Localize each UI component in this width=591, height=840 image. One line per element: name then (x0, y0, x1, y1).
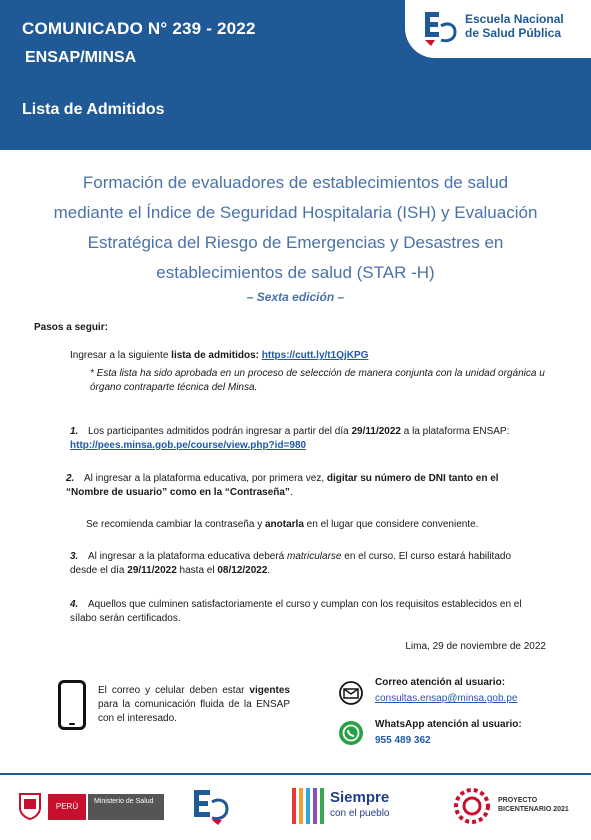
step-3-start-date: 29/11/2022 (127, 565, 177, 576)
whatsapp-number: 955 489 362 (375, 735, 431, 746)
step-3 (70, 550, 540, 578)
step-3-text-b: en el curso. El curso estará habilitado desde el día (70, 551, 512, 576)
siempre-text: Siempre (330, 789, 390, 806)
ensap-logo-icon (419, 8, 457, 48)
ensap-logo (405, 0, 591, 58)
step-3-number: 3. (70, 551, 79, 562)
step-2 (66, 472, 536, 500)
contact-note-b: para la comunicación fluida de la ENSAP con el interesado. (98, 699, 290, 724)
step-3-text-c: hasta el (176, 565, 218, 576)
step-4 (70, 598, 540, 626)
recom-text-b: en el lugar que considere conveniente. (303, 519, 479, 530)
email-icon (338, 680, 364, 706)
step-1-number: 1. (70, 426, 79, 437)
admitted-list-prefix: Ingresar a la siguiente (70, 350, 172, 361)
title-line-2: mediante el Índice de Seguridad Hospitalaria (ISH) y Evaluación (53, 203, 538, 222)
logo-line-2: de Salud Pública (465, 26, 562, 40)
title-line-4: establecimientos de salud (STAR -H) (156, 263, 435, 282)
bicentenario-text (498, 796, 569, 814)
admitted-list-bold: lista de admitidos: (171, 350, 259, 361)
email-title: Correo atención al usuario: (375, 677, 506, 688)
siempre-con-el-pueblo-logo (290, 784, 400, 828)
title-line-3: Estratégica del Riesgo de Emergencias y Desastres en (87, 233, 504, 252)
step-2-bold: digitar su número de DNI tanto en el “Nombre de usuario” como en la “Contraseña” (66, 473, 499, 498)
organization-name: ENSAP/MINSA (25, 49, 137, 66)
course-title (20, 168, 571, 288)
step-2-number: 2. (66, 473, 75, 484)
step-2-text-a: Al ingresar a la plataforma educativa, por primera vez, (84, 473, 327, 484)
contact-note-a: El correo y celular deben estar (98, 685, 250, 696)
recom-text-a: Se recomienda cambiar la contraseña y (86, 519, 265, 530)
bicentenario-line-1: PROYECTO (498, 797, 538, 804)
title-line-1: Formación de evaluadores de establecimientos de salud (82, 173, 509, 192)
step-1 (70, 425, 540, 453)
bicentenario-logo (452, 784, 582, 828)
bicentenario-line-2: BICENTENARIO 2021 (498, 806, 569, 813)
step-1-text-b: a la plataforma ENSAP: (400, 426, 510, 437)
steps-heading: Pasos a seguir: (34, 322, 108, 333)
minsa-logo (18, 790, 164, 822)
whatsapp-icon (338, 720, 364, 746)
approval-note: * Esta lista ha sido aprobada en un proceso de selección de manera conjunta con la unidad orgánica u órgano contraparte técnica del Minsa. (90, 368, 545, 393)
contact-note-bold: vigentes (249, 685, 290, 696)
mobile-phone-icon (58, 680, 86, 730)
ensap-logo-text (465, 12, 564, 40)
section-title: Lista de Admitidos (22, 101, 165, 118)
comunicado-number: COMUNICADO N° 239 - 2022 (22, 19, 256, 38)
step-2-end: . (289, 487, 293, 498)
ministerio-label: Ministerio de Salud (88, 794, 164, 820)
password-recommendation (86, 518, 546, 532)
step-3-text-a: Al ingresar a la plataforma educativa deberá (88, 551, 288, 562)
bicentenario-emblem-icon (452, 784, 492, 828)
email-link[interactable]: consultas.ensap@minsa.gob.pe (375, 693, 518, 704)
admitted-list-line (70, 349, 368, 363)
document-date: Lima, 29 de noviembre de 2022 (405, 641, 546, 652)
logo-line-1: Escuela Nacional (465, 12, 564, 26)
admitted-list-link[interactable]: https://cutt.ly/t1QjKPG (261, 350, 369, 361)
edition-label: – Sexta edición – (246, 290, 345, 304)
siempre-subtext: con el pueblo (330, 808, 390, 819)
peru-shield-icon (18, 792, 42, 820)
recom-bold: anotarla (264, 519, 304, 530)
step-3-end: . (267, 565, 271, 576)
whatsapp-title: WhatsApp atención al usuario: (375, 719, 522, 730)
siempre-stripes-icon (290, 784, 326, 828)
step-4-number: 4. (70, 599, 79, 610)
peru-label: PERÚ (48, 794, 86, 820)
step-3-end-date: 08/12/2022 (217, 565, 268, 576)
contact-note (98, 684, 290, 726)
step-1-text-a: Los participantes admitidos podrán ingresar a partir del día (88, 426, 352, 437)
platform-link[interactable]: http://pees.minsa.gob.pe/course/view.php?id=980 (70, 440, 307, 451)
step-3-italic: matricularse (287, 551, 342, 562)
step-4-text: Aquellos que culminen satisfactoriamente el curso y cumplan con los requisitos establecidos en el sílabo serán certificados. (70, 599, 522, 624)
ensap-footer-logo-icon (190, 786, 230, 826)
step-1-date: 29/11/2022 (351, 426, 401, 437)
footer-divider (0, 773, 591, 775)
